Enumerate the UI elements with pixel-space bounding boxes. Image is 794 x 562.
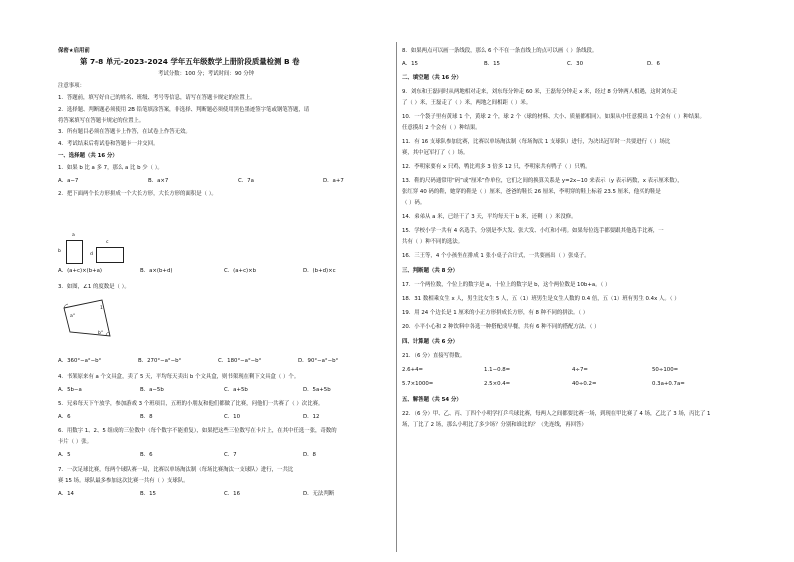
- fill-line: 了（ ）米，王磊走了（ ）米，两地之间相距（ ）米。: [402, 100, 532, 106]
- option-c: C．7a: [238, 178, 254, 184]
- option-b: B．a×7: [148, 178, 169, 184]
- fill-line: 10．一个袋子里有黄球 1 个，黄球 2 个，球 2 个（球的材料、大小、质量都相同）。如果从中任意摸出 1 个会有（ ）种结果。: [402, 114, 705, 120]
- fill-line: （ ）码。: [402, 200, 426, 206]
- angle-1-label: 1: [100, 306, 103, 311]
- section-heading: 一、选择题（共 16 分）: [58, 153, 118, 159]
- rectangle-1: [66, 240, 83, 264]
- fill-line: 张红穿 40 码的鞋，她穿的鞋是（ ）厘米，爸爸的鞋长 26 厘米，李明穿的鞋上标着 23.5 厘米，他买的鞋是: [402, 189, 661, 195]
- option-d: D．12: [303, 414, 320, 420]
- calc-item: 1.1−0.8=: [484, 367, 511, 373]
- option-d: D．a+7: [323, 178, 344, 184]
- option-d: D．90°−a°−b°: [298, 358, 339, 364]
- option-b: B．8: [140, 414, 153, 420]
- column-divider: [396, 42, 397, 552]
- question-2-stem: 2．把下面两个长方形拼成一个大长方形，大长方形的面积是（ ）。: [58, 191, 217, 197]
- notice-item: 2．选择题、判断题必须使用 2B 铅笔填涂答案，非选择、判断题必须使用黑色墨迹签字笔或钢笔答题，请: [58, 107, 310, 113]
- option-a: A．a−7: [58, 178, 79, 184]
- question-6-stem-cont: 卡片（ ）张。: [58, 439, 93, 445]
- judge-line: 18．31 数相乘女生 x 人，男生比女生 5 人，五（1）班男生是女生人数的 0.4 倍，五（1）班有男生 0.4x 人。（ ）: [402, 296, 680, 302]
- option-c: C．(a+c)×b: [224, 268, 257, 274]
- option-c: C．16: [224, 491, 241, 497]
- question-7-stem-cont: 赛 15 场。球队最多参加这次比赛一共有（ ）支球队。: [58, 478, 189, 484]
- fill-line: 赛，其中冠军打了（ ）场。: [402, 150, 469, 156]
- question-8-stem: 8．如果两点可以画一条线段，那么 6 个不在一条直线上的点可以画（ ）条线段。: [402, 48, 598, 54]
- calc-item: 4÷7=: [572, 367, 588, 373]
- option-a: A．14: [58, 491, 74, 497]
- angle-a-label: a°: [70, 314, 76, 319]
- fill-line: 14．弟弟从 a 米，已经干了 3 天，平均每天干 b 米，还剩（ ）米没修。: [402, 214, 577, 220]
- calc-item: 2.5×0.4=: [484, 381, 511, 387]
- question-7-stem: 7．一次足球比赛，每两个球队赛一局，比赛以单场淘汰制（每场比赛淘汰一支球队）进行，一共比: [58, 467, 294, 473]
- secret-label: 保密★启用前: [58, 48, 90, 54]
- fill-line: 11．有 16 支球队参加比赛，比赛以单场淘汰制（每场淘汰 1 支球队）进行，为决出冠军时一共要进行（ ）场比: [402, 139, 671, 145]
- judge-line: 20．小平小心和 2 种饮料中各选一种搭配成早餐，共有 6 种不同的搭配方法。（ ）: [402, 324, 600, 330]
- quadrilateral-figure: [58, 296, 118, 342]
- section-heading: 二、填空题（共 16 分）: [402, 75, 462, 81]
- question-22-line: 22．（6 分）甲、乙、丙、丁四个小明学打乒乓球比赛，每两人之间都要比赛一场，到现在甲比赛了 4 场，乙比了 3 场，丙比了 1: [402, 411, 711, 417]
- notice-item: 1．答题前，填写好自己的姓名、班级、考号等信息，请写在答题卡规定的位置上。: [58, 95, 256, 101]
- section-heading: 五、解答题（共 54 分）: [402, 397, 462, 403]
- right-column: [402, 0, 742, 562]
- fill-line: 16．三王等，4 个小孩坐在排成 1 张小桌子合计式，一共要画出（ ）张桌子。: [402, 253, 590, 259]
- judge-line: 17．一个两位数，个位上的数字是 a，十位上的数字是 b，这个两位数是 10b+a。（ ）: [402, 282, 611, 288]
- section-heading: 三、判断题（共 8 分）: [402, 268, 459, 274]
- exam-title: 第 7-8 单元-2023-2024 学年五年级数学上册阶段质量检测 B 卷: [80, 57, 300, 66]
- judge-line: 19．用 24 个边长是 1 厘米的小正方形拼成长方形，有 8 种不同的拼法。（ ）: [402, 310, 589, 316]
- angle-b-label: b°: [98, 331, 104, 336]
- option-c: C．10: [224, 414, 241, 420]
- question-4-stem: 4．书架原来有 a 个文具盒，卖了 5 天，平均每天卖出 b 个文具盒，则书架现在剩下文具盒（ ）个。: [58, 374, 300, 380]
- fill-line: 共有（ ）种不同的选法。: [402, 239, 464, 245]
- option-a: A．5: [58, 452, 71, 458]
- fill-line: 任意摸出 2 个会有（ ）种结果。: [402, 125, 481, 131]
- option-a: A．6: [58, 414, 71, 420]
- option-c: C．7: [224, 452, 237, 458]
- question-3-stem: 3．如图，∠1 的度数是（ ）。: [58, 284, 130, 290]
- option-b: B．6: [140, 452, 153, 458]
- label-d: d: [90, 252, 93, 257]
- fill-line: 13．鞋的尺码通常用“码”或“厘米”作单位，它们之间的换算关系是 y=2x−10 来表示（y 表示码数，x 表示厘米数），: [402, 178, 683, 184]
- question-6-stem: 6．用数字 1、2、5 组成的三位数中（每个数字不能重复），如果把这些三位数写在卡片上，在其中任选一张，奇数的: [58, 428, 337, 434]
- calc-stem: 21．（6 分）直接写得数。: [402, 353, 466, 359]
- option-d: D．(b+d)×c: [303, 268, 336, 274]
- left-column: [58, 0, 390, 562]
- fill-line: 15．学校小学一共有 4 名选手，分别是李大发、张大发、小红和小明。如果每位选手都要跟其他选手比赛，一: [402, 228, 664, 234]
- option-d: D．6: [647, 61, 660, 67]
- option-b: B．a−5b: [140, 387, 164, 393]
- option-c: C．a+5b: [224, 387, 248, 393]
- option-b: B．15: [140, 491, 156, 497]
- calc-item: 5.7×1000=: [402, 381, 434, 387]
- notice-heading: 注意事项：: [58, 83, 85, 89]
- rectangle-2: [96, 247, 124, 263]
- label-b: b: [58, 249, 61, 254]
- option-b: B．15: [484, 61, 500, 67]
- option-c: C．180°−a°−b°: [218, 358, 262, 364]
- option-d: D．8: [303, 452, 316, 458]
- fill-line: 12．李明家要有 x 只鸡，鸭比鸡多 3 倍多 12 只，李明家共有鸭子（ ）只鸭。: [402, 164, 591, 170]
- fill-line: 9．刘东和王磊同时从两地相对走来，刘东每分钟走 60 米，王磊每分钟走 x 米，经过 8 分钟两人相遇，这时刘东走: [402, 89, 678, 95]
- calc-item: 2.6+4=: [402, 367, 424, 373]
- option-c: C．30: [567, 61, 584, 67]
- option-a: A．5b−a: [58, 387, 82, 393]
- section-heading: 四、计算题（共 6 分）: [402, 339, 459, 345]
- option-a: A．15: [402, 61, 418, 67]
- calc-item: 0.3a+0.7a=: [652, 381, 685, 387]
- label-a: a: [72, 233, 75, 238]
- option-b: B．270°−a°−b°: [138, 358, 182, 364]
- notice-item: 3．所有题目必须在答题卡上作答，在试卷上作答无效。: [58, 129, 191, 135]
- label-c: c: [106, 240, 109, 245]
- question-1-stem: 1．如果 b 比 a 多 7，那么 a 比 b 少（ ）。: [58, 165, 163, 171]
- option-d: D．无法判断: [303, 491, 335, 497]
- calc-item: 40÷0.2=: [572, 381, 597, 387]
- option-a: A．(a+c)×(b+a): [58, 268, 103, 274]
- question-5-stem: 5．兄弟每天下午放学，参加游戏 3 个班项目，五班的小朋友和他们都做了比赛，问他们一共赛了（ ）次比赛。: [58, 401, 324, 407]
- option-a: A．360°−a°−b°: [58, 358, 102, 364]
- option-d: D．5a+5b: [303, 387, 331, 393]
- option-b: B．a×(b+d): [140, 268, 173, 274]
- notice-item: 将答案填写在答题卡规定的位置上。: [58, 118, 145, 124]
- exam-meta: 考试分数：100 分；考试时间：90 分钟: [158, 71, 255, 77]
- notice-item: 4．考试结束后将试卷和答题卡一并交回。: [58, 141, 159, 147]
- question-22-line: 场，丁比了 2 场，那么小明比了多少场？分别和谁比的？（先连线，再回答）: [402, 422, 587, 428]
- calc-item: 50÷100=: [652, 367, 679, 373]
